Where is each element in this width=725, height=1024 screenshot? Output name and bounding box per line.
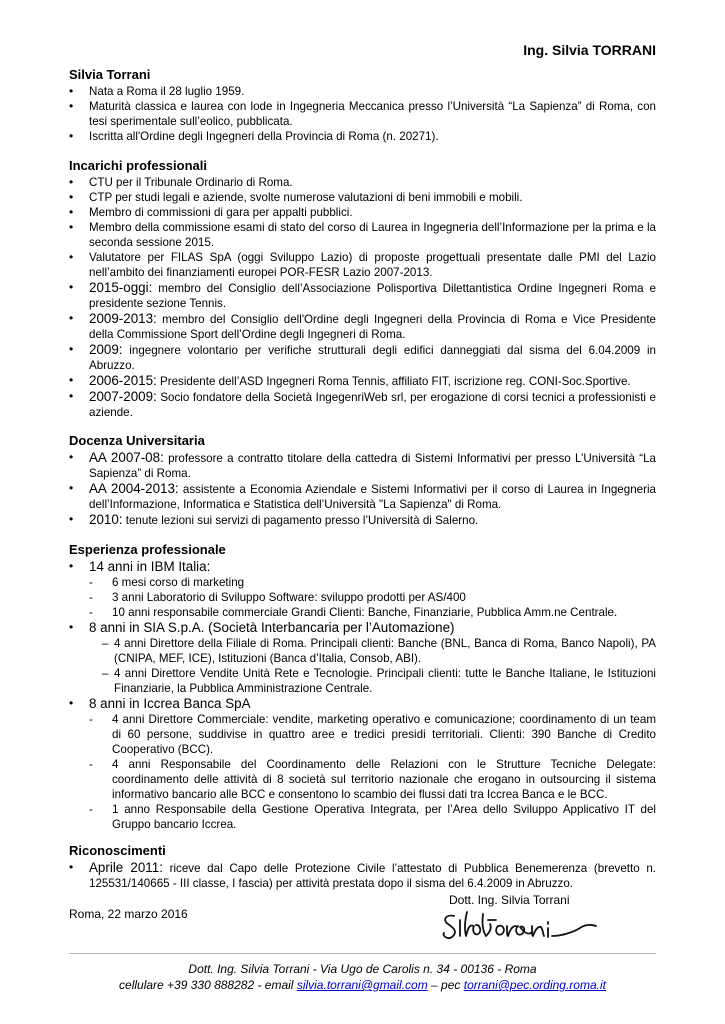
- docenza-item: [69, 481, 656, 512]
- item-lead: AA 2004-2013:: [89, 481, 179, 496]
- riconoscimenti-item: [69, 860, 656, 891]
- item-text: ingegnere volontario per verifiche strutturali degli edifici danneggiati dal sisma del 6.04.2009 in Abruzzo.: [89, 344, 656, 372]
- item-lead: AA 2007-08:: [89, 450, 164, 465]
- esperienza-item-ibm: [69, 559, 656, 575]
- item-lead: 14 anni in IBM Italia:: [89, 559, 211, 574]
- incarichi-item: [69, 250, 656, 280]
- item-text: membro del Consiglio dell’Associazione Polisportiva Dilettantistica Ordine Ingegneri Roma e presidente sezione Tennis.: [89, 282, 656, 310]
- footer-address: Dott. Ing. Silvia Torrani - Via Ugo de Carolis n. 34 - 00136 - Roma: [188, 962, 537, 976]
- ibm-subitem: - 6 mesi corso di marketing: [69, 575, 656, 590]
- header-name: Ing. Silvia TORRANI: [523, 42, 656, 58]
- footer-separator: – pec: [427, 978, 464, 992]
- bio-item: • Nata a Roma il 28 luglio 1959.: [69, 84, 656, 99]
- item-lead: 2010:: [89, 512, 123, 527]
- esperienza-item-sia: [69, 620, 656, 636]
- footer-contacts: [0, 978, 725, 992]
- docenza-item: [69, 450, 656, 481]
- incarichi-item: [69, 205, 656, 220]
- sia-sublist: [69, 636, 656, 696]
- dash-marker: –: [102, 667, 109, 680]
- incarichi-item: [69, 389, 656, 420]
- bio-section: [69, 67, 656, 144]
- footer-divider: [69, 953, 656, 954]
- riconoscimenti-list: [69, 860, 656, 891]
- item-text: Membro della commissione esami di stato del corso di Laurea in Ingegneria dell’Informazione per la prima e la seconda sessione 2015.: [89, 221, 656, 249]
- email-link[interactable]: silvia.torrani@gmail.com: [296, 978, 428, 992]
- bio-item: • Iscritta all'Ordine degli Ingegneri della Provincia di Roma (n. 20271).: [69, 129, 656, 144]
- bio-item: • Maturità classica e laurea con lode in Ingegneria Meccanica presso l’Università “La Sapienza” di Roma, con tesi sperimentale sull’eolico, pubblicata.: [69, 99, 656, 129]
- signature-label: Dott. Ing. Silvia Torrani: [449, 893, 570, 907]
- item-text: Socio fondatore della Società IngegenriWeb srl, per erogazione di corsi tecnici a professionisti e aziende.: [89, 391, 656, 419]
- sia-subitem: [81, 636, 656, 666]
- incarichi-item: [69, 342, 656, 373]
- esperienza-list: [69, 696, 656, 712]
- item-text: professore a contratto titolare della cattedra di Sistemi Informativi per presso L’Università “La Sapienza” di Roma.: [89, 452, 656, 480]
- item-text: assistente a Economia Aziendale e Sistemi Informativi per il corso di Laurea in Ingegneria dell’Informazione, Informatica e Statistica dell’Università "La Sapienza" di Roma.: [89, 483, 656, 511]
- item-lead: 8 anni in Iccrea Banca SpA: [89, 696, 251, 711]
- docenza-section: [69, 433, 656, 528]
- item-lead: 2009-2013:: [89, 311, 157, 326]
- item-text: tenute lezioni sui servizi di pagamento presso l’Università di Salerno.: [125, 514, 479, 527]
- incarichi-item: [69, 175, 656, 190]
- iccrea-subitem: - 4 anni Direttore Commerciale: vendite, marketing operativo e comunicazione; coordinamento di un team di 60 persone, suddivise in quattro aree e tredici presidi territoriali. Clienti: 390 Banche di Credito Cooperativo (BCC).: [69, 712, 656, 757]
- dash-marker: –: [102, 637, 109, 650]
- esperienza-list: [69, 559, 656, 575]
- ibm-sublist: [69, 575, 656, 620]
- docenza-list: [69, 450, 656, 528]
- item-text: riceve dal Capo delle Protezione Civile l’attestato di Pubblica Benemerenza (brevetto n. 125531/140665 - III classe, I fascia) per attività prestata dopo il sisma del 6.4.2009 in Abruzzo.: [89, 862, 656, 890]
- date-place: Roma, 22 marzo 2016: [69, 907, 188, 921]
- subitem-text: 4 anni Direttore Vendite Unità Rete e Tecnologie. Principali clienti: tutte le Banche Italiane, le Istituzioni Finanziarie, la Pubblica Amministrazione Centrale.: [114, 667, 656, 695]
- footer-phone: cellulare +39 330 888282 - email: [119, 978, 297, 992]
- pec-link[interactable]: torrani@pec.ording.roma.it: [463, 978, 606, 992]
- incarichi-title: Incarichi professionali: [69, 158, 207, 173]
- item-lead: 2009:: [89, 342, 123, 357]
- iccrea-subitem: - 1 anno Responsabile della Gestione Operativa Integrata, per l’Area dello Sviluppo Applicativo IT del Gruppo bancario Iccrea.: [69, 802, 656, 832]
- handwritten-signature: [440, 906, 610, 942]
- bio-list: [69, 84, 656, 144]
- ibm-subitem: - 10 anni responsabile commerciale Grandi Clienti: Banche, Finanziarie, Pubblica Amm.ne Centrale.: [69, 605, 656, 620]
- item-text: membro del Consiglio dell'Ordine degli Ingegneri della Provincia di Roma e Vice Presidente della Commissione Sport dell’Ordine degli Ingegneri di Roma.: [89, 313, 656, 341]
- item-text: Valutatore per FILAS SpA (oggi Sviluppo Lazio) di proposte progettuali presentate dalle PMI del Lazio nell’ambito dei finanziamenti europei POR-FESR Lazio 2007-2013.: [89, 251, 656, 279]
- riconoscimenti-section: [69, 843, 656, 891]
- esperienza-title: Esperienza professionale: [69, 542, 226, 557]
- item-lead: 2007-2009:: [89, 389, 157, 404]
- ibm-subitem: - 3 anni Laboratorio di Sviluppo Software: sviluppo prodotti per AS/400: [69, 590, 656, 605]
- incarichi-item: [69, 373, 656, 389]
- docenza-item: [69, 512, 656, 528]
- item-lead: Aprile 2011:: [89, 860, 163, 875]
- subitem-text: 4 anni Direttore della Filiale di Roma. Principali clienti: Banche (BNL, Banca di Roma, Banco Napoli), PA (CNIPA, MEF, ICE), Istituzioni (Banca d’Italia, Consob, ABI).: [114, 637, 656, 665]
- iccrea-sublist: [69, 712, 656, 832]
- riconoscimenti-title: Riconoscimenti: [69, 843, 166, 858]
- item-lead: 2006-2015:: [89, 373, 157, 388]
- incarichi-item: [69, 190, 656, 205]
- item-text: CTU per il Tribunale Ordinario di Roma.: [89, 176, 293, 189]
- bio-title: Silvia Torrani: [69, 67, 151, 82]
- incarichi-item: [69, 280, 656, 311]
- incarichi-item: [69, 220, 656, 250]
- item-lead: 2015-oggi:: [89, 280, 153, 295]
- item-text: Presidente dell’ASD Ingegneri Roma Tennis, affiliato FIT, iscrizione reg. CONI-Soc.Sportive.: [160, 375, 631, 388]
- esperienza-list: [69, 620, 656, 636]
- sia-subitem: [81, 666, 656, 696]
- incarichi-section: [69, 158, 656, 420]
- item-text: Membro di commissioni di gara per appalti pubblici.: [89, 206, 353, 219]
- item-lead: 8 anni in SIA S.p.A. (Società Interbancaria per l’Automazione): [89, 620, 455, 635]
- esperienza-section: [69, 542, 656, 832]
- iccrea-subitem: - 4 anni Responsabile del Coordinamento delle Relazioni con le Strutture Tecniche Delegate: coordinamento delle attività di 8 società sul territorio nazionale che erogano in outsourcing il sistema informativo bancario alle BCC e consentono lo scambio dei flussi dati tra Iccrea Banca e le BCC.: [69, 757, 656, 802]
- incarichi-list: [69, 175, 656, 420]
- esperienza-item-iccrea: [69, 696, 656, 712]
- docenza-title: Docenza Universitaria: [69, 433, 205, 448]
- item-text: CTP per studi legali e aziende, svolte numerose valutazioni di beni immobili e mobili.: [89, 191, 523, 204]
- incarichi-item: [69, 311, 656, 342]
